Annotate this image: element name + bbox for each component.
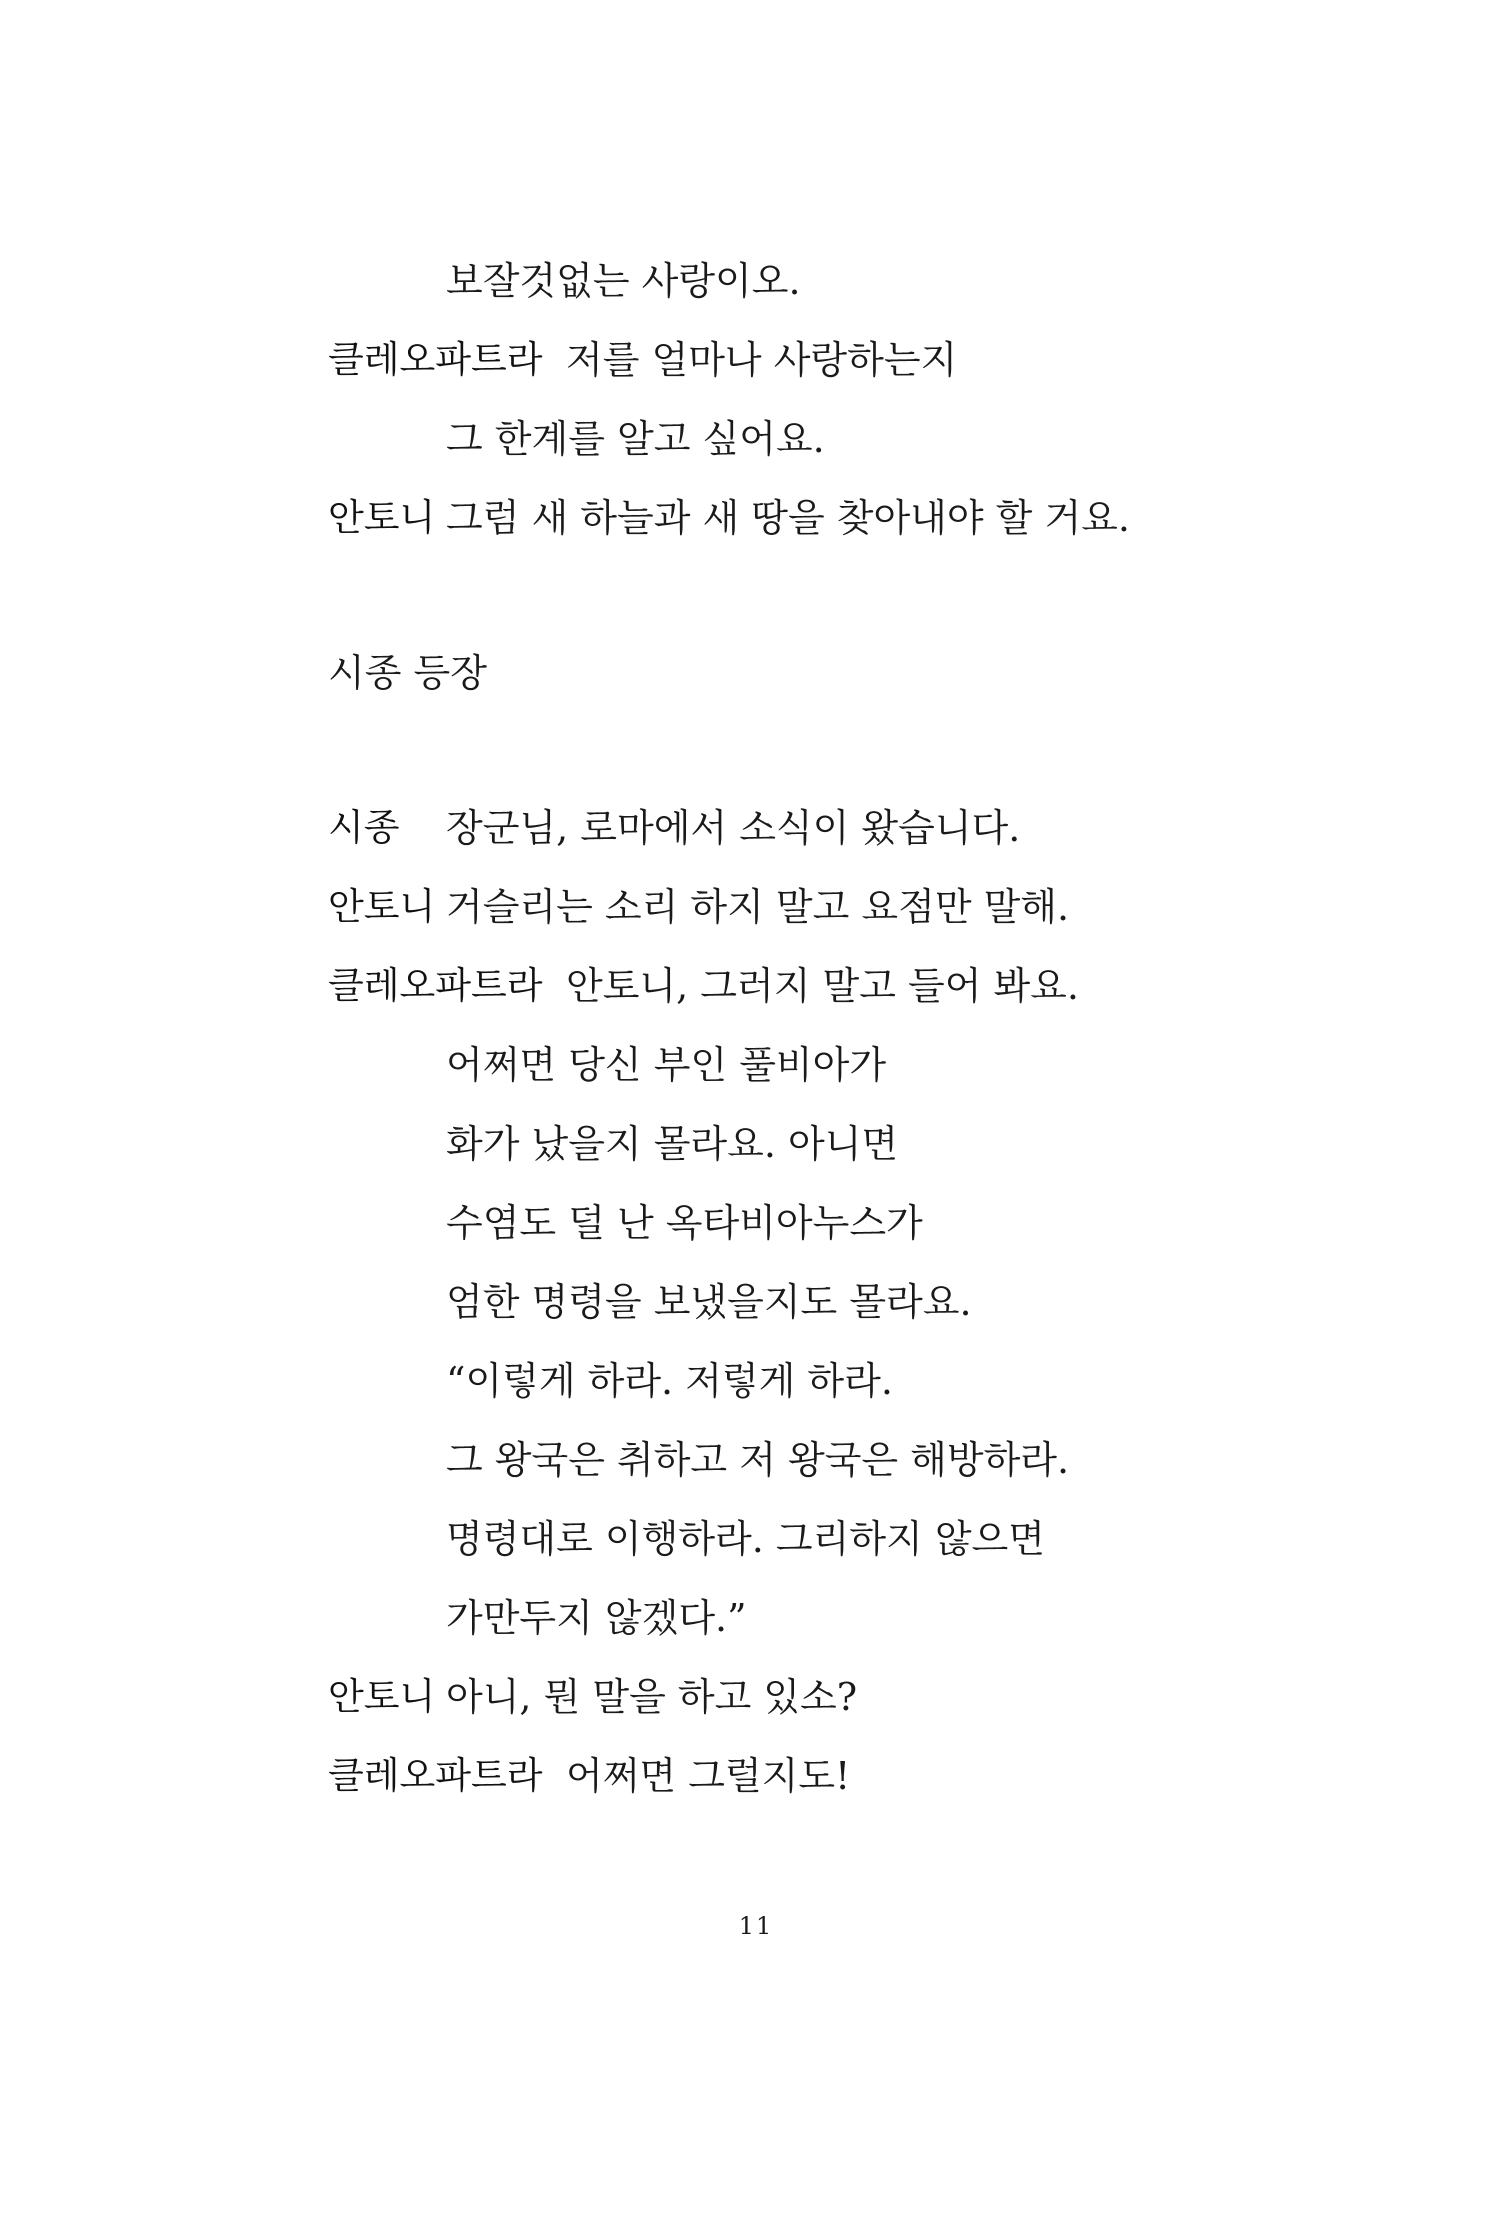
dialogue-text: 저를 얼마나 사랑하는지 (566, 338, 958, 382)
stage-direction: 시종 등장 (328, 651, 487, 695)
speaker-name: 안토니 (328, 885, 436, 928)
dialogue-text: 엄한 명령을 보냈을지도 몰라요. (446, 1280, 972, 1324)
dialogue-text: 화가 났을지 몰라요. 아니면 (446, 1122, 899, 1166)
dialogue-text: 거슬리는 소리 하지 말고 요점만 말해. (446, 885, 1070, 929)
dialogue-text: 아니, 뭔 말을 하고 있소? (446, 1675, 858, 1719)
dialogue-text: 명령대로 이행하라. 그리하지 않으면 (446, 1517, 1045, 1561)
page-number: 11 (738, 1912, 774, 1940)
dialogue-text: 그 한계를 알고 싶어요. (446, 417, 825, 461)
dialogue-text: 보잘것없는 사랑이오. (446, 259, 801, 303)
dialogue-text: 수염도 덜 난 옥타비아누스가 (446, 1201, 923, 1245)
dialogue-text: 어쩌면 그럴지도! (566, 1754, 851, 1798)
speaker-name: 클레오파트라 (328, 1754, 543, 1797)
speaker-name: 클레오파트라 (328, 964, 543, 1007)
dialogue-text: 그럼 새 하늘과 새 땅을 찾아내야 할 거요. (446, 496, 1130, 540)
dialogue-text: 그 왕국은 취하고 저 왕국은 해방하라. (446, 1438, 1070, 1482)
speaker-name: 클레오파트라 (328, 338, 543, 381)
dialogue-text: 어쩌면 당신 부인 풀비아가 (446, 1043, 887, 1087)
dialogue-text: 가만두지 않겠다.” (446, 1596, 747, 1640)
speaker-name: 시종 (328, 806, 400, 849)
speaker-name: 안토니 (328, 1675, 436, 1718)
speaker-name: 안토니 (328, 496, 436, 539)
dialogue-text: “이렇게 하라. 저렇게 하라. (446, 1359, 893, 1403)
dialogue-text: 안토니, 그러지 말고 들어 봐요. (566, 964, 1079, 1008)
dialogue-text: 장군님, 로마에서 소식이 왔습니다. (446, 806, 1021, 850)
